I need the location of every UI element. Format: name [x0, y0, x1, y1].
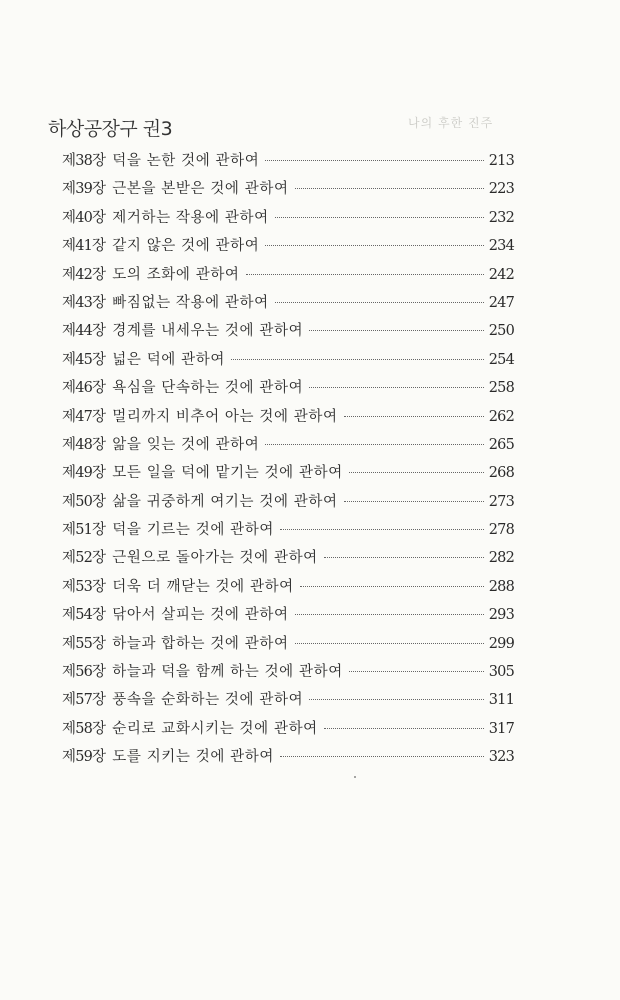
dot-leader	[295, 614, 484, 615]
section-heading: 하상공장구 권3	[48, 118, 173, 140]
chapter-number: 제39장	[62, 181, 106, 198]
page-number: 247	[488, 294, 514, 311]
page-number: 258	[488, 380, 514, 397]
chapter-number: 제53장	[62, 578, 106, 595]
page-number: 299	[488, 635, 514, 652]
chapter-number: 제41장	[62, 238, 106, 255]
toc-entry	[62, 688, 514, 716]
page-number: 288	[488, 578, 514, 595]
dot-leader	[309, 330, 484, 331]
chapter-number: 제50장	[62, 493, 106, 510]
chapter-title: 근본을 본받은 것에 관하여	[112, 181, 289, 198]
dot-leader	[265, 444, 484, 445]
chapter-number: 제44장	[62, 323, 106, 340]
dot-leader	[246, 274, 484, 275]
chapter-number: 제55장	[62, 635, 106, 652]
toc-entry	[62, 206, 514, 234]
dot-leader	[300, 586, 484, 587]
page-number: 262	[488, 408, 514, 425]
dot-leader	[265, 160, 484, 161]
dot-leader	[231, 359, 484, 360]
page-number: 268	[488, 465, 514, 482]
chapter-title: 풍속을 순화하는 것에 관하여	[112, 692, 304, 709]
toc-entry	[62, 319, 514, 347]
chapter-title: 넓은 덕에 관하여	[112, 351, 225, 368]
chapter-title: 근원으로 돌아가는 것에 관하여	[112, 550, 318, 567]
dot-leader	[324, 557, 484, 558]
page-number: 265	[488, 436, 514, 453]
chapter-title: 더욱 더 깨닫는 것에 관하여	[112, 578, 294, 595]
chapter-number: 제52장	[62, 550, 106, 567]
chapter-number: 제38장	[62, 153, 106, 169]
toc-entry	[62, 234, 514, 262]
dot-leader	[349, 472, 484, 473]
toc-entry	[62, 546, 514, 574]
page-number: 278	[488, 522, 514, 539]
page-number: 311	[488, 692, 514, 709]
toc-entry	[62, 291, 514, 319]
chapter-number: 제42장	[62, 266, 106, 283]
dot-leader	[349, 671, 484, 672]
chapter-title: 경계를 내세우는 것에 관하여	[112, 323, 304, 340]
page-number: 273	[488, 493, 514, 510]
dot-leader	[275, 302, 484, 303]
chapter-number: 제45장	[62, 351, 106, 368]
toc-entry	[62, 149, 514, 177]
chapter-title: 제거하는 작용에 관하여	[112, 209, 269, 226]
chapter-title: 덕을 기르는 것에 관하여	[112, 522, 274, 539]
page-number: 242	[488, 266, 514, 283]
page-number: 323	[488, 749, 514, 766]
chapter-number: 제56장	[62, 664, 106, 681]
chapter-number: 제40장	[62, 209, 106, 226]
dot-leader	[324, 728, 484, 729]
toc-entry	[62, 405, 514, 433]
toc-entry	[62, 263, 514, 291]
toc-entry	[62, 461, 514, 489]
toc-entry	[62, 490, 514, 518]
chapter-number: 제51장	[62, 522, 106, 539]
chapter-number: 제59장	[62, 749, 106, 766]
page-number: 293	[488, 607, 514, 624]
dot-leader	[280, 529, 484, 530]
toc-entry	[62, 433, 514, 461]
chapter-title: 하늘과 합하는 것에 관하여	[112, 635, 289, 652]
chapter-number: 제48장	[62, 436, 106, 453]
page-number: 250	[488, 323, 514, 340]
chapter-title: 삶을 귀중하게 여기는 것에 관하여	[112, 493, 338, 510]
table-of-contents	[62, 149, 514, 774]
chapter-title: 도를 지키는 것에 관하여	[112, 749, 274, 766]
dot-leader	[344, 501, 484, 502]
chapter-number: 제57장	[62, 692, 106, 709]
dot-leader	[280, 756, 484, 757]
toc-entry	[62, 745, 514, 773]
chapter-title: 멀리까지 비추어 아는 것에 관하여	[112, 408, 338, 425]
dot-leader	[295, 188, 484, 189]
page-number: 282	[488, 550, 514, 567]
page-number: 305	[488, 664, 514, 681]
page-number: 223	[488, 181, 514, 198]
chapter-title: 같지 않은 것에 관하여	[112, 238, 260, 255]
chapter-number: 제47장	[62, 408, 106, 425]
show-through-text: 나의 후한 진주	[408, 116, 494, 130]
chapter-title: 순리로 교화시키는 것에 관하여	[112, 720, 318, 737]
dot-leader	[344, 416, 484, 417]
chapter-title: 빠짐없는 작용에 관하여	[112, 294, 269, 311]
dot-leader	[309, 387, 484, 388]
chapter-number: 제49장	[62, 465, 106, 482]
page-number: 232	[488, 209, 514, 226]
toc-entry	[62, 575, 514, 603]
page-number: 254	[488, 351, 514, 368]
chapter-number: 제43장	[62, 294, 106, 311]
toc-entry	[62, 717, 514, 745]
page-number: 234	[488, 238, 514, 255]
paper-speck	[354, 776, 356, 778]
dot-leader	[265, 245, 484, 246]
toc-entry	[62, 632, 514, 660]
chapter-number: 제46장	[62, 380, 106, 397]
toc-entry	[62, 376, 514, 404]
toc-entry	[62, 518, 514, 546]
dot-leader	[309, 699, 484, 700]
page-number: 213	[488, 153, 514, 169]
chapter-title: 욕심을 단속하는 것에 관하여	[112, 380, 304, 397]
chapter-title: 덕을 논한 것에 관하여	[112, 153, 260, 169]
chapter-title: 하늘과 덕을 함께 하는 것에 관하여	[112, 664, 343, 681]
chapter-title: 앎을 잊는 것에 관하여	[112, 436, 260, 453]
chapter-number: 제58장	[62, 720, 106, 737]
chapter-number: 제54장	[62, 607, 106, 624]
dot-leader	[275, 217, 484, 218]
page-number: 317	[488, 720, 514, 737]
toc-entry	[62, 660, 514, 688]
toc-entry	[62, 603, 514, 631]
toc-entry	[62, 177, 514, 205]
chapter-title: 도의 조화에 관하여	[112, 266, 240, 283]
dot-leader	[295, 643, 484, 644]
chapter-title: 모든 일을 덕에 맡기는 것에 관하여	[112, 465, 343, 482]
toc-entry	[62, 348, 514, 376]
chapter-title: 닦아서 살피는 것에 관하여	[112, 607, 289, 624]
